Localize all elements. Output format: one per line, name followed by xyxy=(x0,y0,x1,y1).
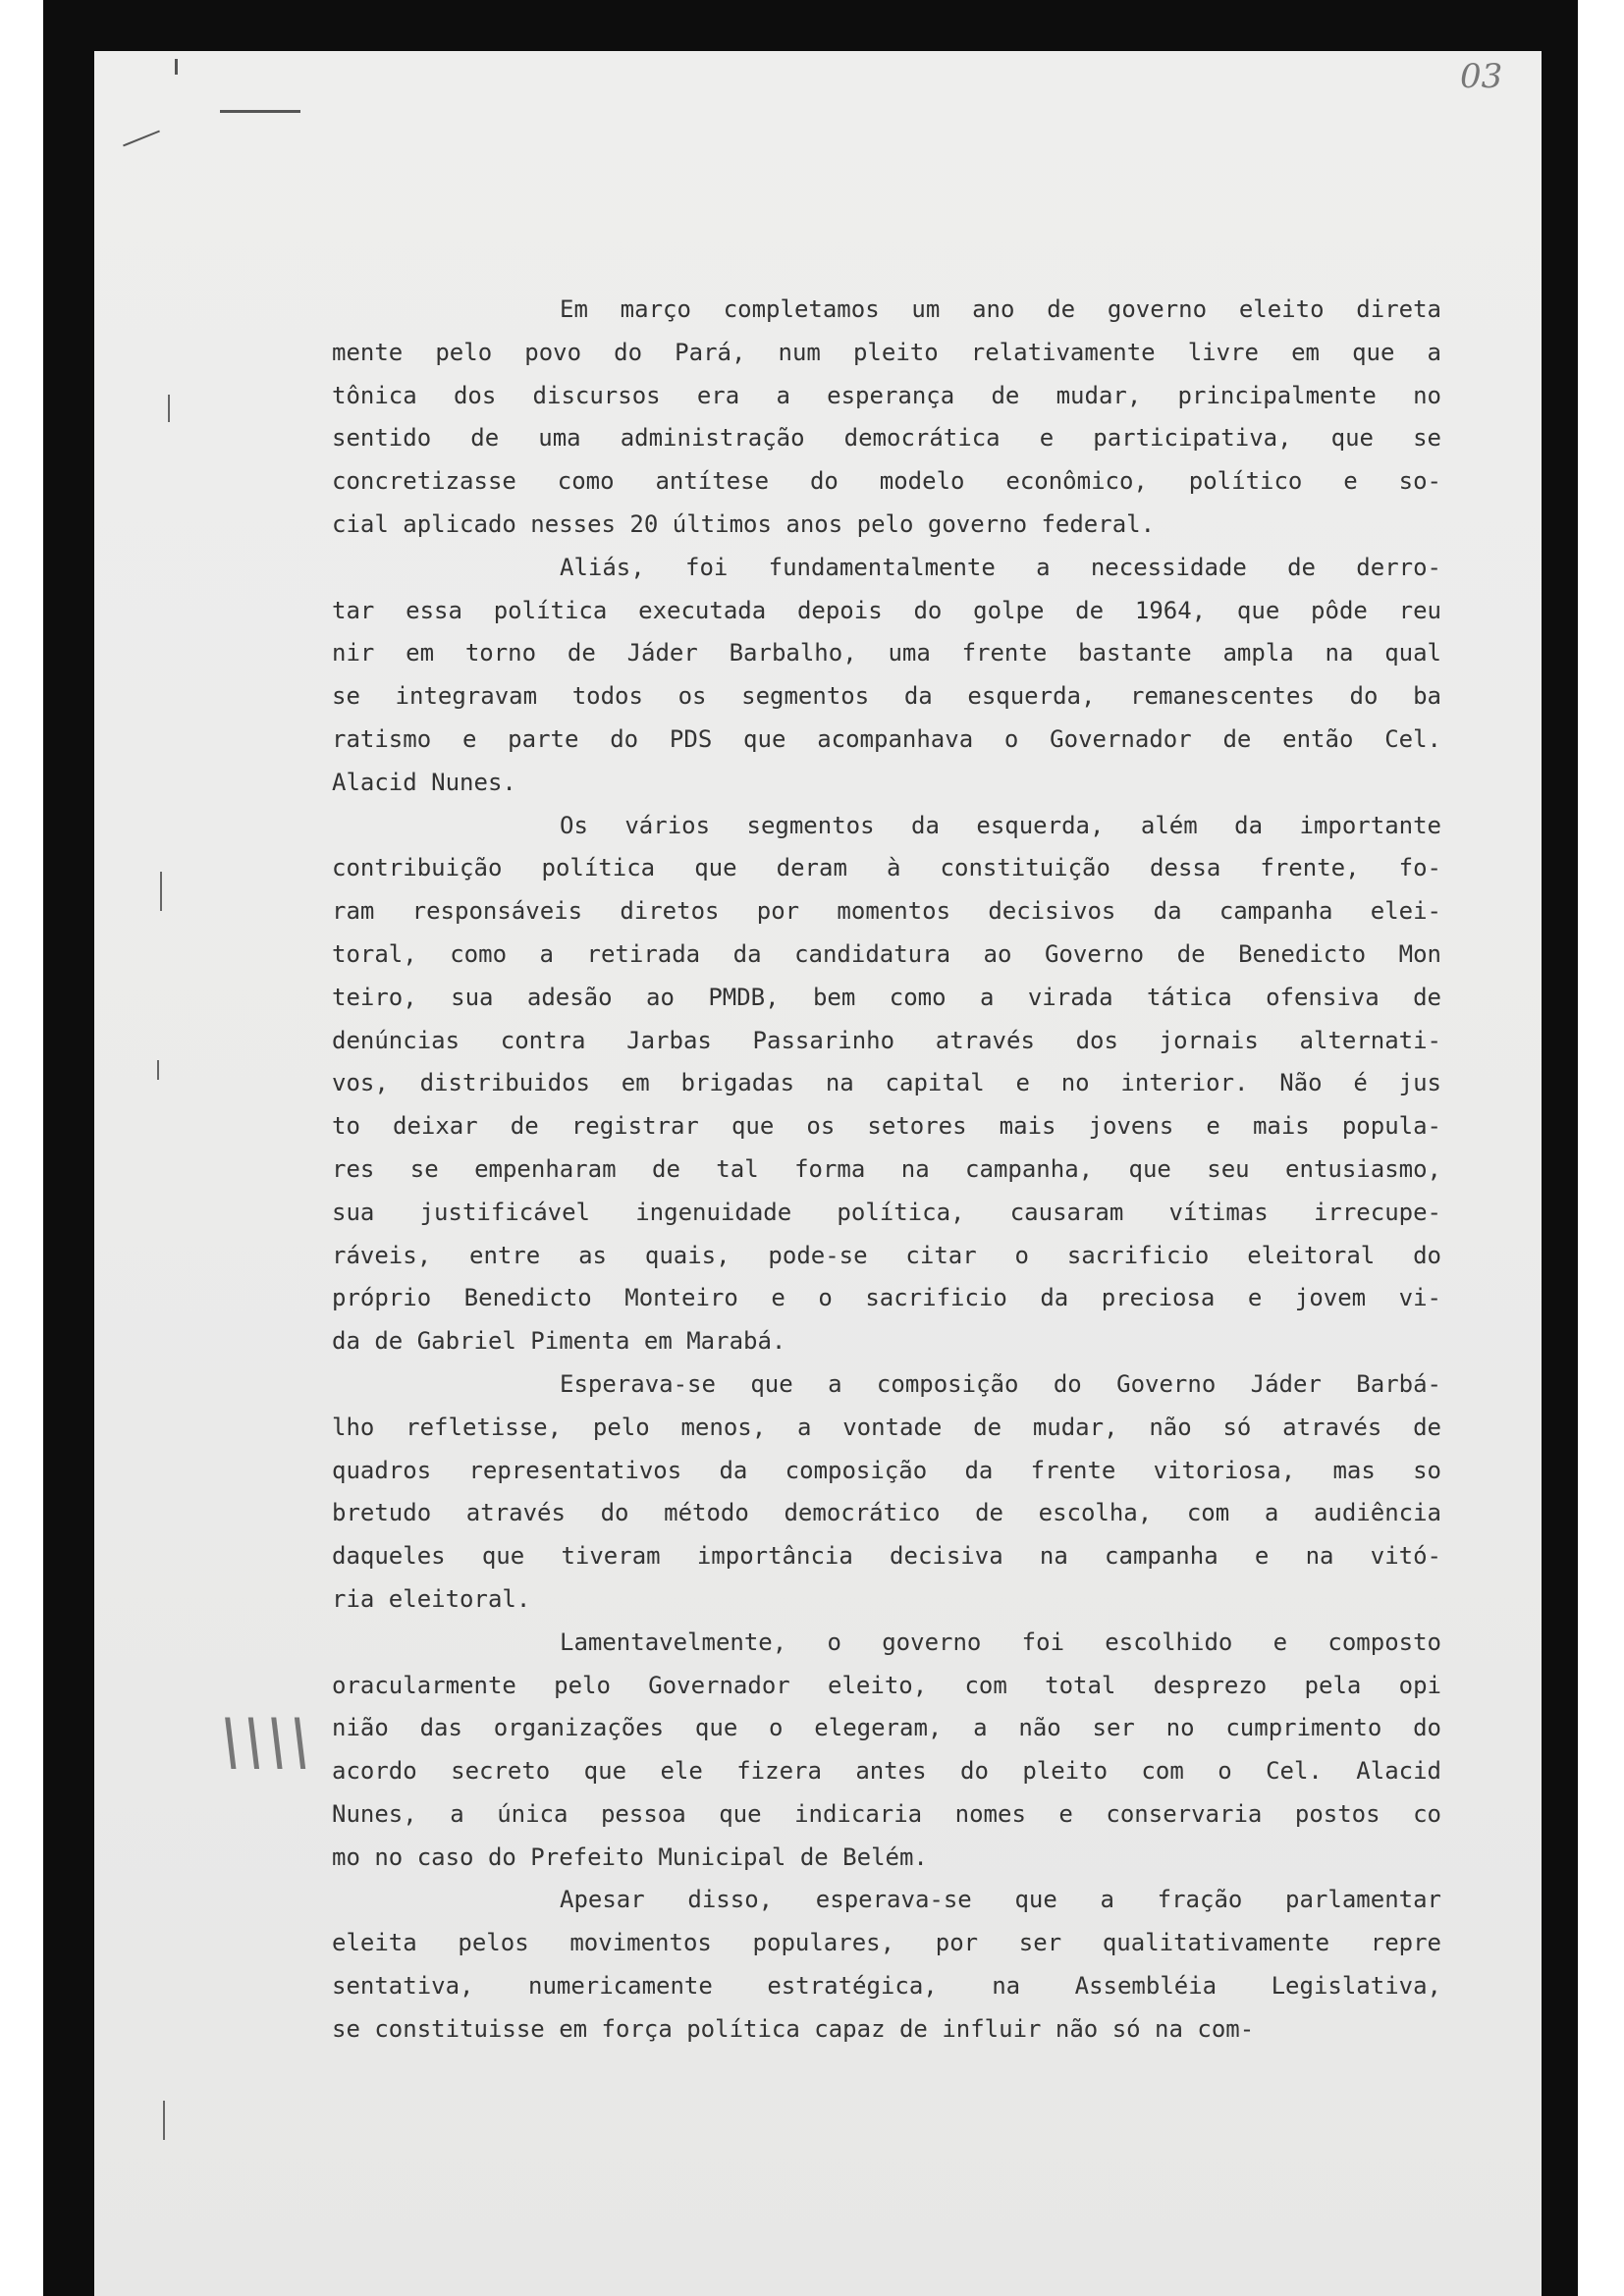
text-line: Apesar disso, esperava-se que a fração parlamentar xyxy=(560,1886,1441,1914)
text-line: Alacid Nunes. xyxy=(332,768,516,796)
margin-tick-mark xyxy=(168,395,170,422)
text-line: Esperava-se que a composição do Governo Jáder Barbá- xyxy=(560,1369,1441,1398)
text-line: lho refletisse, pelo menos, a vontade de mudar, não só através de xyxy=(332,1413,1441,1441)
text-line: Os vários segmentos da esquerda, além da importante xyxy=(560,811,1441,839)
text-line: sentido de uma administração democrática e participativa, que se xyxy=(332,424,1441,453)
margin-dash-mark xyxy=(220,110,300,113)
margin-tick-mark xyxy=(175,59,178,75)
handwritten-margin-mark: \\\\ xyxy=(220,1706,313,1779)
margin-tick-mark xyxy=(163,2101,165,2140)
body-text xyxy=(332,289,1441,2052)
text-line: denúncias contra Jarbas Passarinho através dos jornais alternati- xyxy=(332,1026,1441,1054)
text-line: Aliás, foi fundamentalmente a necessidade de derro- xyxy=(560,553,1441,581)
text-line: toral, como a retirada da candidatura ao Governo de Benedicto Mon xyxy=(332,939,1441,968)
margin-tick-mark xyxy=(160,872,162,911)
text-line: acordo secreto que ele fizera antes do pleito com o Cel. Alacid xyxy=(332,1757,1441,1786)
paragraph xyxy=(332,805,1441,1363)
paragraph xyxy=(332,289,1441,547)
text-line: vos, distribuidos em brigadas na capital e no interior. Não é jus xyxy=(332,1069,1441,1097)
text-line: ratismo e parte do PDS que acompanhava o Governador de então Cel. xyxy=(332,724,1441,753)
paragraph xyxy=(332,1879,1441,2051)
text-line: se constituisse em força política capaz de influir não só na com- xyxy=(332,2014,1255,2043)
text-line: eleita pelos movimentos populares, por ser qualitativamente repre xyxy=(332,1929,1441,1957)
text-line: da de Gabriel Pimenta em Marabá. xyxy=(332,1327,786,1356)
text-line: res se empenharam de tal forma na campanha, que seu entusiasmo, xyxy=(332,1154,1441,1183)
text-line: mente pelo povo do Pará, num pleito relativamente livre em que a xyxy=(332,338,1441,366)
text-line: quadros representativos da composição da frente vitoriosa, mas so xyxy=(332,1456,1441,1484)
paragraph xyxy=(332,547,1441,805)
text-line: sentativa, numericamente estratégica, na Assembléia Legislativa, xyxy=(332,1972,1441,2001)
margin-tick-mark xyxy=(157,1060,159,1080)
text-line: próprio Benedicto Monteiro e o sacrificio da preciosa e jovem vi- xyxy=(332,1284,1441,1312)
text-line: contribuição política que deram à constituição dessa frente, fo- xyxy=(332,854,1441,882)
text-line: concretizasse como antítese do modelo econômico, político e so- xyxy=(332,467,1441,496)
text-line: nião das organizações que o elegeram, a não ser no cumprimento do xyxy=(332,1714,1441,1742)
page-number: 03 xyxy=(1460,57,1503,96)
text-line: bretudo através do método democrático de escolha, com a audiência xyxy=(332,1499,1441,1527)
text-line: teiro, sua adesão ao PMDB, bem como a virada tática ofensiva de xyxy=(332,983,1441,1011)
text-line: oracularmente pelo Governador eleito, com total desprezo pela opi xyxy=(332,1671,1441,1699)
text-line: tônica dos discursos era a esperança de mudar, principalmente no xyxy=(332,381,1441,409)
paragraph xyxy=(332,1622,1441,1880)
text-line: se integravam todos os segmentos da esquerda, remanescentes do ba xyxy=(332,682,1441,711)
text-line: nir em torno de Jáder Barbalho, uma frente bastante ampla na qual xyxy=(332,639,1441,667)
text-line: ria eleitoral. xyxy=(332,1584,531,1613)
paragraph xyxy=(332,1363,1441,1622)
text-line: Nunes, a única pessoa que indicaria nomes e conservaria postos co xyxy=(332,1799,1441,1828)
text-line: sua justificável ingenuidade política, causaram vítimas irrecupe- xyxy=(332,1198,1441,1226)
text-line: ráveis, entre as quais, pode-se citar o sacrificio eleitoral do xyxy=(332,1241,1441,1269)
text-line: Em março completamos um ano de governo eleito direta xyxy=(560,295,1441,323)
text-line: mo no caso do Prefeito Municipal de Belém. xyxy=(332,1842,928,1871)
text-line: ram responsáveis diretos por momentos decisivos da campanha elei- xyxy=(332,897,1441,926)
text-line: to deixar de registrar que os setores mais jovens e mais popula- xyxy=(332,1112,1441,1141)
text-line: cial aplicado nesses 20 últimos anos pelo governo federal. xyxy=(332,509,1156,538)
text-line: tar essa política executada depois do golpe de 1964, que pôde reu xyxy=(332,596,1441,624)
text-line: daqueles que tiveram importância decisiva na campanha e na vitó- xyxy=(332,1542,1441,1571)
text-line: Lamentavelmente, o governo foi escolhido e composto xyxy=(560,1628,1441,1656)
